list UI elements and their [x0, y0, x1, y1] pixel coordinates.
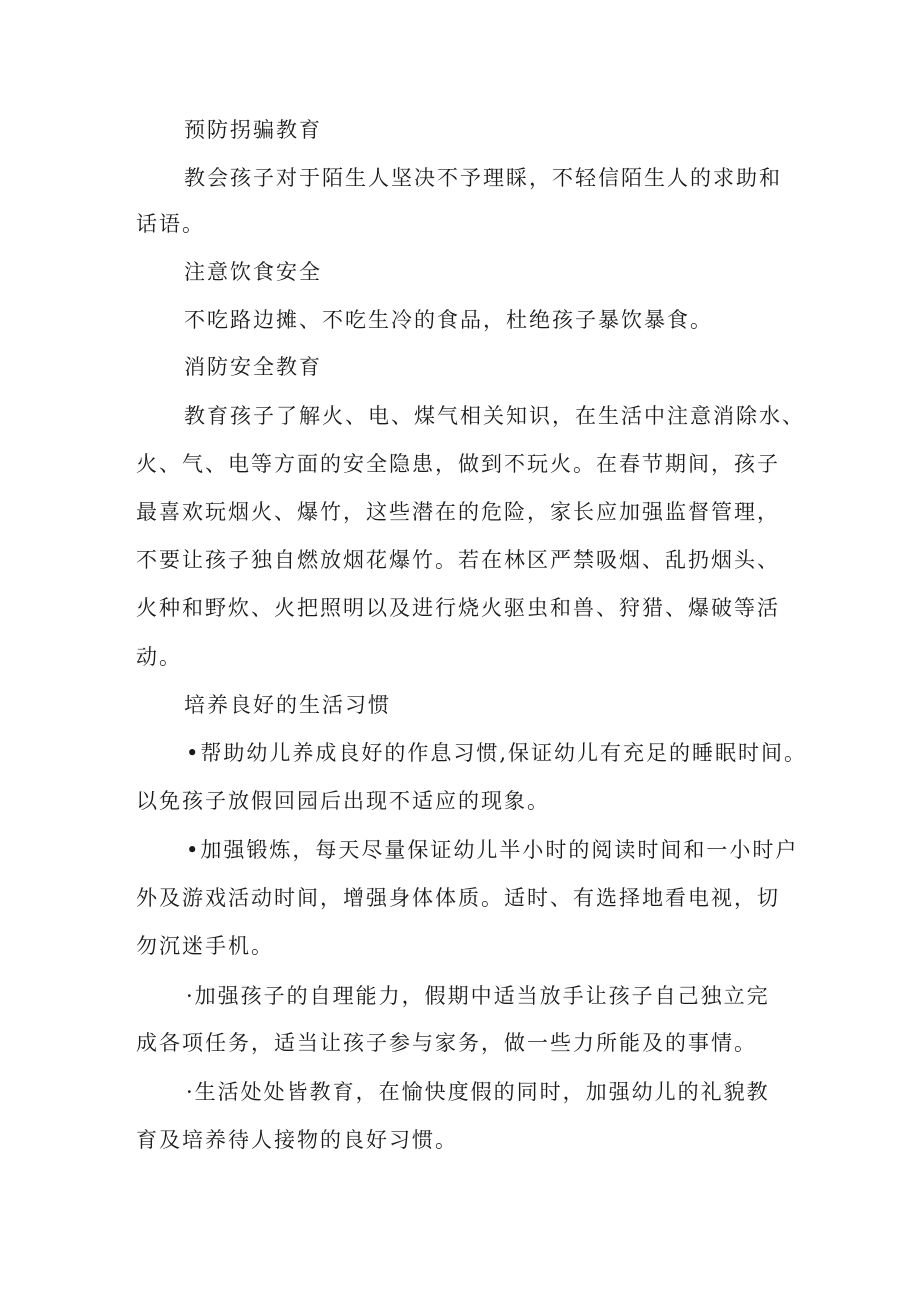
paragraph-line: 以免孩子放假回园后出现不适应的现象。: [136, 789, 550, 813]
bullet-line: •加强锻炼，每天尽量保证幼儿半小时的阅读时间和一小时户: [186, 838, 799, 862]
section-heading-food-safety: 注意饮食安全: [184, 260, 322, 284]
paragraph-line: 火、气、电等方面的安全隐患，做到不玩火。在春节期间，孩子: [136, 452, 780, 476]
bullet-line: •帮助幼儿养成良好的作息习惯,保证幼儿有充足的睡眠时间。: [186, 741, 808, 765]
paragraph-line: 成各项任务，适当让孩子参与家务，做一些力所能及的事情。: [136, 1031, 757, 1055]
section-heading-habits: 培养良好的生活习惯: [184, 693, 391, 717]
paragraph-line: 教育孩子了解火、电、煤气相关知识，在生活中注意消除水、: [184, 404, 805, 428]
section-heading-fire-safety: 消防安全教育: [184, 355, 322, 379]
paragraph-line: 动。: [136, 645, 182, 669]
paragraph-line: 最喜欢玩烟火、爆竹，这些潜在的危险，家长应加强监督管理，: [136, 500, 780, 524]
section-heading-abduction: 预防拐骗教育: [184, 118, 322, 142]
bullet-line: ·生活处处皆教育，在愉快度假的同时，加强幼儿的礼貌教: [186, 1080, 770, 1104]
paragraph-line: 育及培养待人接物的良好习惯。: [136, 1128, 458, 1152]
paragraph-line: 不要让孩子独自燃放烟花爆竹。若在林区严禁吸烟、乱扔烟头、: [136, 548, 780, 572]
paragraph-line: 不吃路边摊、不吃生冷的食品，杜绝孩子暴饮暴食。: [184, 308, 713, 332]
paragraph-line: 火种和野炊、火把照明以及进行烧火驱虫和兽、狩猎、爆破等活: [136, 596, 780, 620]
paragraph-line: 外及游戏活动时间，增强身体体质。适时、有选择地看电视，切: [136, 886, 780, 910]
paragraph-line: 教会孩子对于陌生人坚决不予理睬，不轻信陌生人的求助和: [184, 166, 782, 190]
bullet-line: ·加强孩子的自理能力，假期中适当放手让孩子自己独立完: [186, 984, 770, 1008]
paragraph-line: 话语。: [136, 212, 205, 236]
paragraph-line: 勿沉迷手机。: [136, 934, 274, 958]
